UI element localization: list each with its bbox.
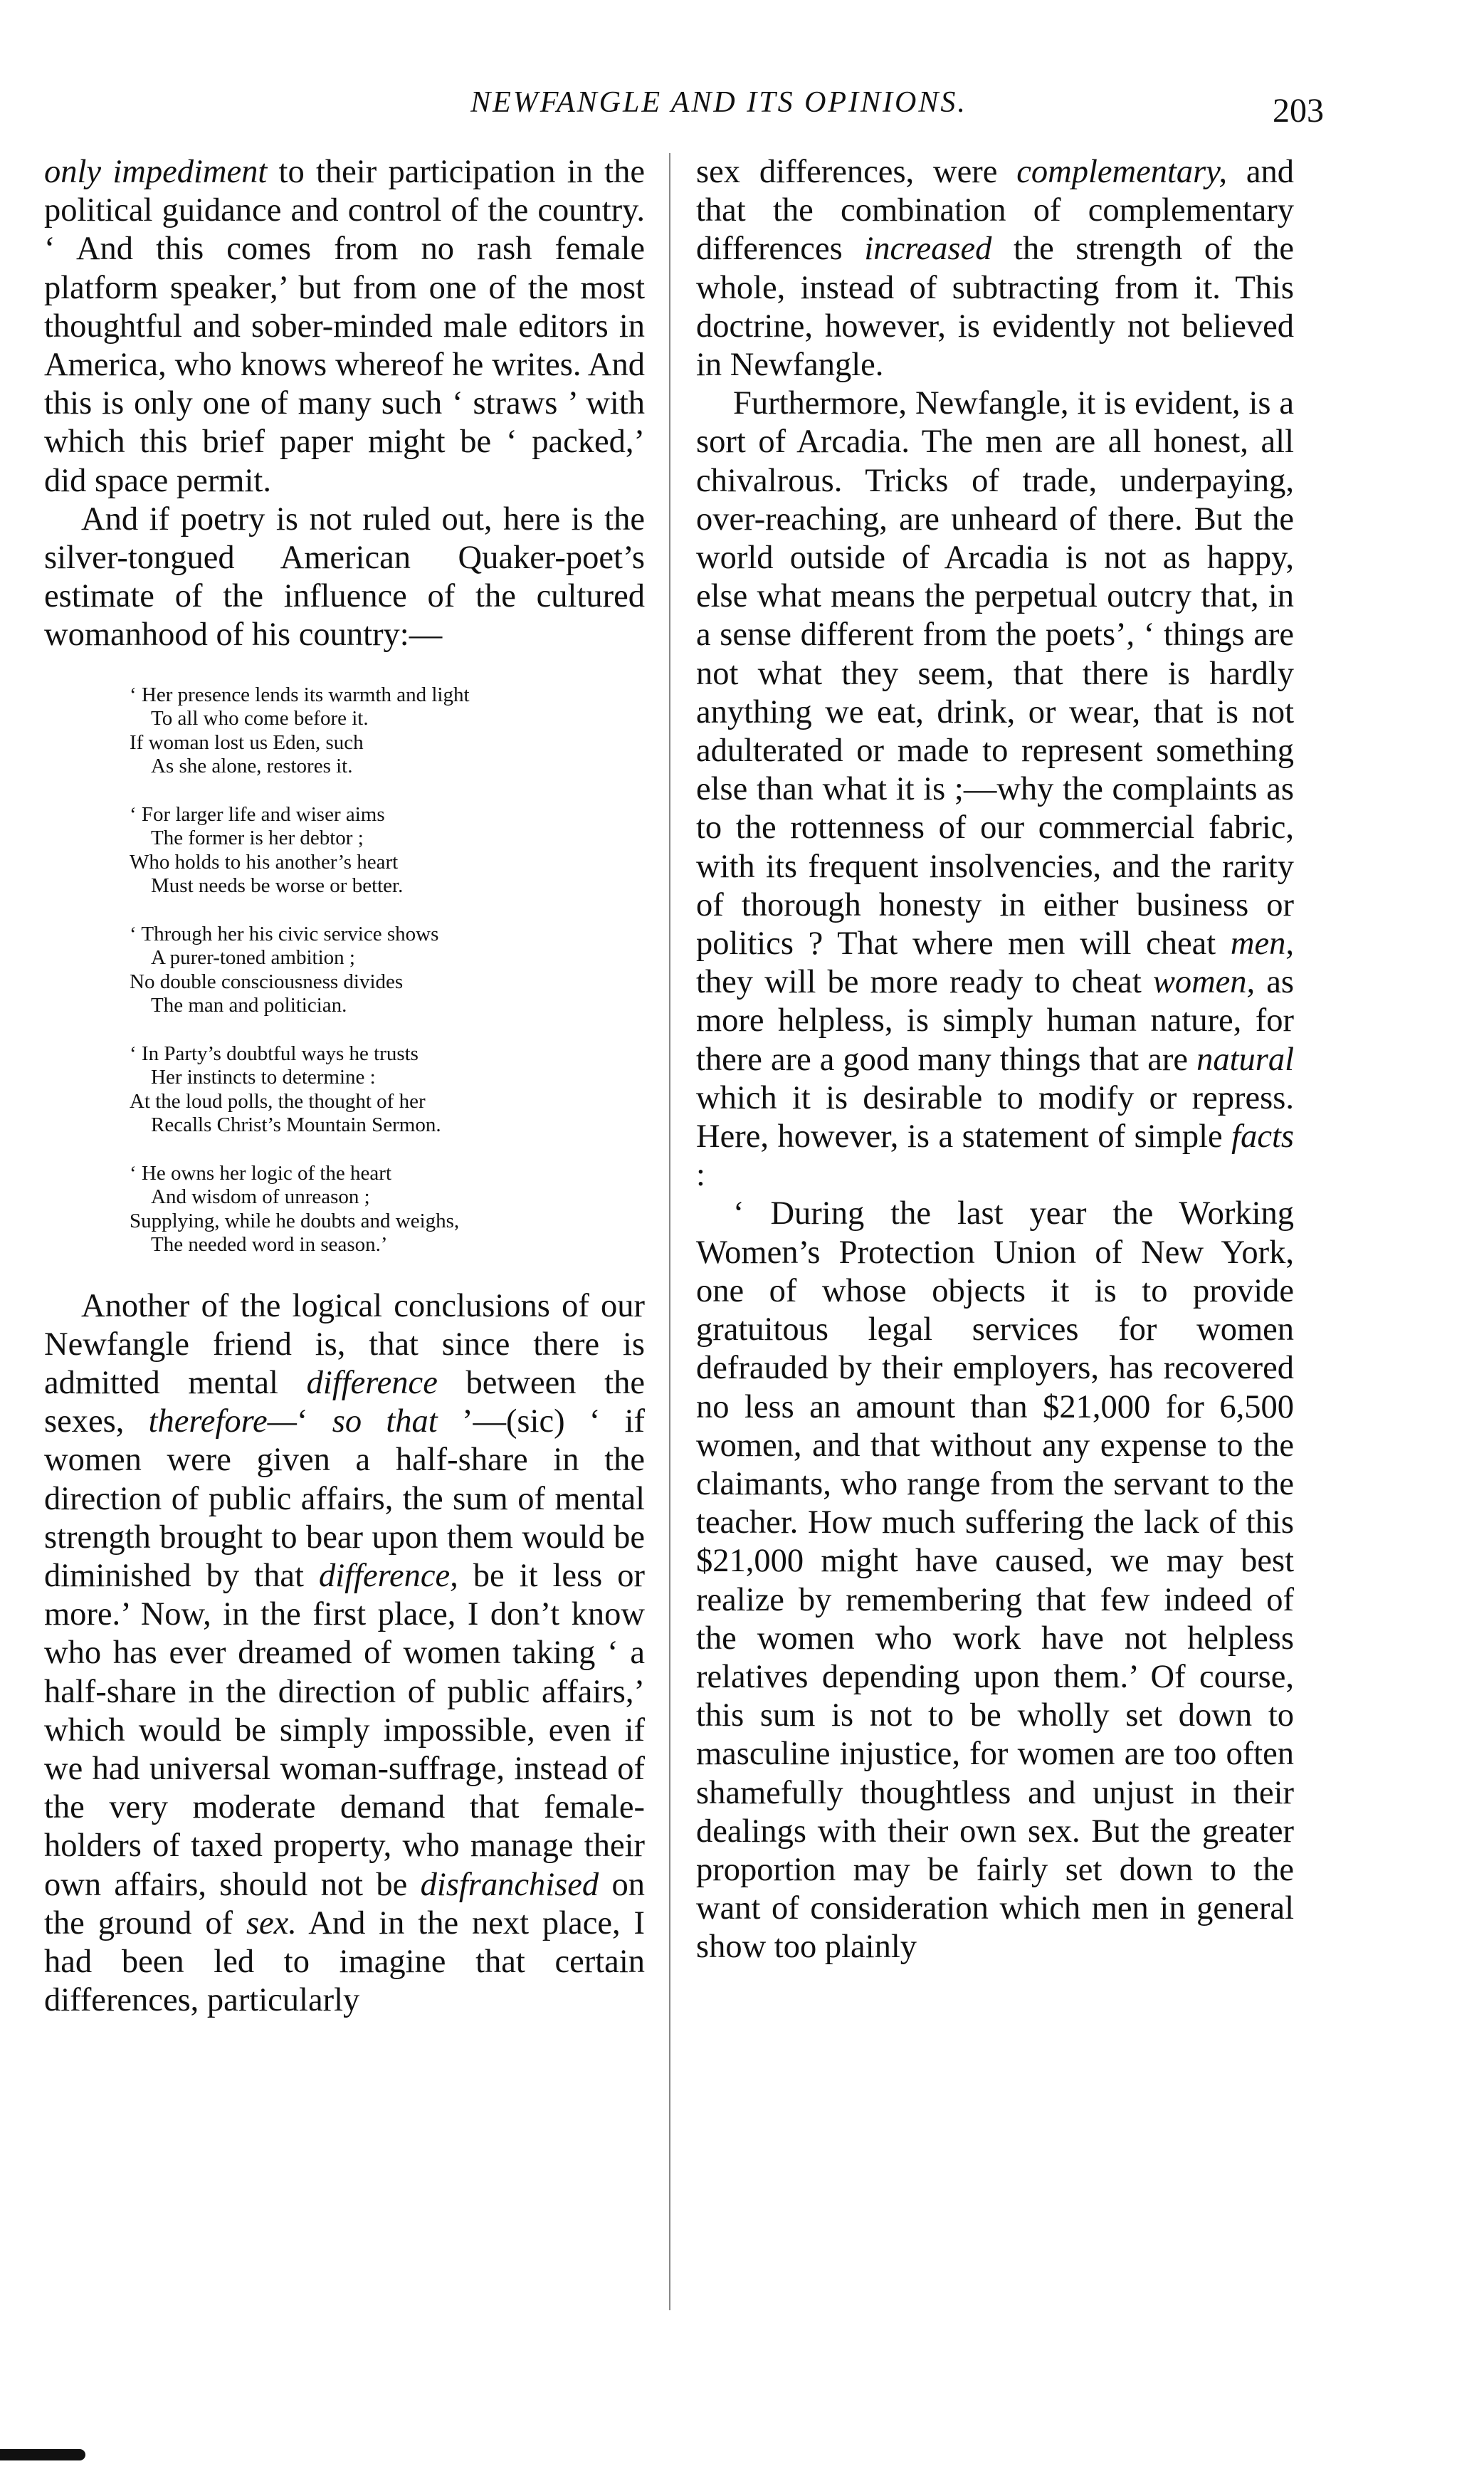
paragraph-poetry-intro: And if poetry is not ruled out, here is the silver-tongued American Quaker-poet’s estimate of the influence of the cultured womanhood of his country:— [44,500,645,654]
poem-line: At the loud polls, the thought of her [130,1089,426,1113]
poem-stanza [130,803,645,898]
poem-stanza [130,923,645,1018]
poem-line: The needed word in season.’ [151,1233,388,1257]
poem-line: A purer-toned ambition ; [151,946,355,970]
paragraph-logical-conclusions: Another of the logical conclusions of our Newfangle friend is, that since there is admitted mental difference between the sexes, therefore—‘ so that ’—(sic) ‘ if women were given a half-share in the direction of public affairs, the sum of mental strength brought to bear upon them would be diminished by that difference, be it less or more.’ Now, in the first place, I don’t know who has ever dreamed of women taking ‘ a half-share in the direction of public affairs,’ which would be simply impossible, even if we had universal woman-suffrage, instead of the very moderate demand that female-holders of taxed property, who manage their own affairs, should not be disfranchised on the ground of sex. And in the next place, I had been led to imagine that certain differences, particularly [44,1287,646,2019]
poem-line: ‘ For larger life and wiser aims [130,802,385,826]
poem-stanza [130,1162,645,1257]
poem-stanza [130,683,645,779]
poem-line: Who holds to his another’s heart [130,850,399,874]
page-number: 203 [1273,92,1324,130]
poem-line: Must needs be worse or better. [151,874,404,898]
right-column [696,153,1294,1967]
poem-line: And wisdom of unreason ; [151,1185,370,1209]
poem-line: If woman lost us Eden, such [130,730,364,754]
paragraph-continuation: only impediment to their participation in the political guidance and control of the country. ‘ And this comes from no rash female platform speaker,’ but from one of the most thoughtful and sober-minded male editors in America, who knows whereof he writes. And this is only one of many such ‘ straws ’ with which this brief paper might be ‘ packed,’ did space permit. [44,154,645,499]
quoted-poem [130,683,645,1257]
poem-line: ‘ Her presence lends its warmth and light [130,683,470,706]
poem-line: Recalls Christ’s Mountain Sermon. [151,1113,441,1137]
poem-line: To all who come before it. [151,707,369,730]
poem-line: No double consciousness divides [130,970,404,993]
left-column [44,153,645,2020]
poem-line: The former is her debtor ; [151,827,364,850]
running-head: NEWFANGLE AND ITS OPINIONS. [470,86,967,119]
poem-line: Supplying, while he doubts and weighs, [130,1209,460,1232]
scan-edge-mark [0,2449,85,2460]
poem-line: The man and politician. [151,994,347,1017]
poem-line: ‘ He owns her logic of the heart [130,1161,392,1185]
poem-stanza [130,1042,645,1138]
paragraph-continuation: sex differences, were complementary, and that the combination of complementary differences increased the strength of the whole, instead of subtracting from it. This doctrine, however, is evidently not believed in Newfangle. [696,154,1294,384]
poem-line: ‘ In Party’s doubtful ways he trusts [130,1042,419,1065]
poem-line: ‘ Through her his civic service shows [130,922,439,945]
poem-line: Her instincts to determine : [151,1066,376,1089]
paragraph-protection-union-quote: ‘ During the last year the Working Women’s Protection Union of New York, one of whose objects it is to provide gratuitous legal services for women defrauded by their employers, has recovered no less an amount than $21,000 for 6,500 women, and that without any expense to the claimants, who range from the servant to the teacher. How much suffering the lack of this $21,000 might have caused, we may best realize by remembering that few indeed of the women who work have not helpless relatives depending upon them.’ Of course, this sum is not to be wholly set down to masculine injustice, for women are too often shamefully thoughtless and unjust in their dealings with their own sex. But the greater proportion may be fairly set down to the want of consideration which men in general show too plainly [696,1195,1294,1966]
paragraph-arcadia: Furthermore, Newfangle, it is evident, is a sort of Arcadia. The men are all honest, all chivalrous. Tricks of trade, underpaying, over-reaching, are unheard of there. But the world outside of Arcadia is not as happy, else what means the perpetual outcry that, in a sense different from the poets’, ‘ things are not what they seem, that there is hardly anything we eat, drink, or wear, that is not adulterated or made to represent something else than what it is ;—why the complaints as to the rottenness of our commercial fabric, with its frequent insolvencies, and the rarity of thorough honesty in either business or politics ? That where men will cheat men, they will be more ready to cheat women, as more helpless, is simply human nature, for there are a good many things that are natural which it is desirable to modify or repress. Here, however, is a statement of simple facts : [696,385,1294,1194]
poem-line: As she alone, restores it. [151,755,353,778]
column-divider [669,153,670,2310]
